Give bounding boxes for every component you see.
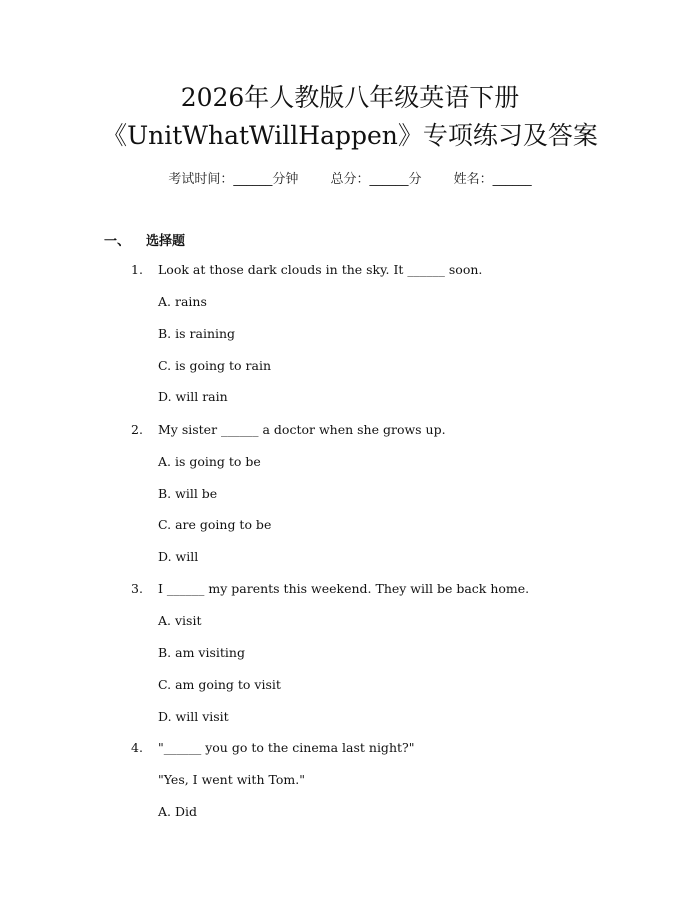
exam-time: 考试时间：______分钟 — [168, 172, 299, 187]
question-number: 4. — [131, 740, 143, 755]
question-option: C. am going to visit — [158, 677, 281, 692]
student-name: 姓名：______ — [453, 172, 532, 187]
question-text: My sister ______ a doctor when she grows up. — [158, 422, 446, 437]
section-heading — [104, 230, 185, 249]
question-option: A. rains — [158, 294, 207, 309]
question-text: I ______ my parents this weekend. They will be back home. — [158, 581, 530, 596]
question-option: C. is going to rain — [158, 358, 272, 373]
section-number: 一、 — [104, 234, 131, 249]
question-option: B. will be — [158, 486, 218, 501]
question-option: B. am visiting — [158, 645, 245, 660]
document-title-line2: 《UnitWhatWillHappen》专项练习及答案 — [102, 121, 598, 150]
question-text: Look at those dark clouds in the sky. It ______ soon. — [158, 262, 483, 277]
document-title-line1: 2026年人教版八年级英语下册 — [180, 83, 520, 112]
question-option: D. will rain — [158, 389, 228, 404]
question-number: 2. — [131, 422, 143, 437]
exam-info — [0, 168, 700, 187]
question-option: D. will — [158, 549, 199, 564]
question-option: A. visit — [158, 613, 202, 628]
question-text: "______ you go to the cinema last night?" — [158, 740, 415, 755]
question-option: B. is raining — [158, 326, 236, 341]
question-option: A. Did — [158, 804, 197, 819]
question-option: D. will visit — [158, 709, 229, 724]
question-text-reply: "Yes, I went with Tom." — [158, 772, 305, 787]
section-title: 选择题 — [146, 234, 186, 249]
question-number: 1. — [131, 262, 143, 277]
question-option: A. is going to be — [158, 454, 261, 469]
question-number: 3. — [131, 581, 143, 596]
total-score: 总分：______分 — [330, 172, 422, 187]
question-option: C. are going to be — [158, 517, 272, 532]
